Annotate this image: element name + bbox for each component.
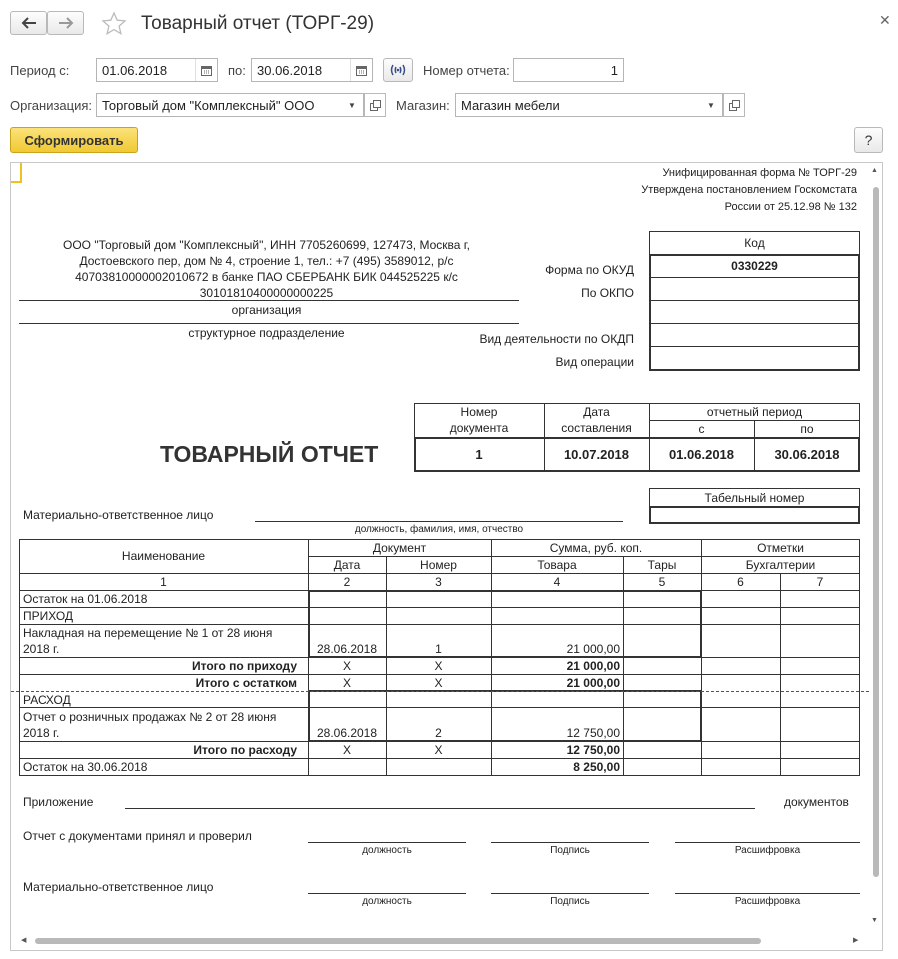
period-label: Период с: xyxy=(10,63,70,78)
okud-label: Форма по ОКУД xyxy=(545,263,634,277)
report-number-label: Номер отчета: xyxy=(423,63,510,78)
code-header: Код xyxy=(744,236,765,250)
appendix-label: Приложение xyxy=(23,795,94,809)
income-doc-line: 2018 г. xyxy=(23,642,60,656)
open-form-icon xyxy=(370,100,381,111)
doc-num-header: Номер xyxy=(460,405,498,419)
generate-button[interactable]: Сформировать xyxy=(10,127,138,153)
sig-signature-caption: Подпись xyxy=(550,896,590,907)
total-expense-label: Итого по расходу xyxy=(193,743,297,757)
expense-sum: 12 750,00 xyxy=(566,726,620,740)
col-goods-header: Товара xyxy=(537,558,577,572)
doc-date-header: составления xyxy=(561,421,632,435)
col-num: 5 xyxy=(658,575,666,589)
period-select-button[interactable] xyxy=(383,58,413,82)
org-label: Организация: xyxy=(10,98,93,113)
x-mark: Х xyxy=(342,743,351,757)
scroll-up-icon[interactable]: ▲ xyxy=(871,167,878,174)
total-with-balance-label: Итого с остатком xyxy=(195,676,297,690)
report-title: ТОВАРНЫЙ ОТЧЕТ xyxy=(160,441,379,467)
mol-caption: должность, фамилия, имя, отчество xyxy=(354,524,524,535)
okud-value: 0330229 xyxy=(731,259,778,273)
col-num: 6 xyxy=(737,575,744,589)
store-open-button[interactable] xyxy=(723,93,745,117)
period-to-value: 30.06.2018 xyxy=(774,447,840,462)
x-mark: Х xyxy=(342,676,351,690)
expense-doc-line: 2018 г. xyxy=(23,726,60,740)
closing-balance-label: Остаток на 30.06.2018 xyxy=(23,760,148,774)
open-form-icon xyxy=(729,100,740,111)
x-mark: Х xyxy=(434,659,443,673)
report-number-input[interactable]: 1 xyxy=(513,58,624,82)
store-label: Магазин: xyxy=(396,98,450,113)
operation-label: Вид операции xyxy=(555,355,634,369)
total-expense-sum: 12 750,00 xyxy=(566,743,620,757)
period-to-header: по xyxy=(800,422,814,436)
page-break-line xyxy=(11,691,869,692)
col-num: 3 xyxy=(435,575,442,589)
back-button[interactable] xyxy=(10,11,47,35)
period-to-label: по: xyxy=(228,63,246,78)
vertical-scrollbar[interactable] xyxy=(870,163,882,933)
expense-doc-line: Отчет о розничных продажах № 2 от 28 июня xyxy=(23,710,277,724)
col-number-header: Номер xyxy=(420,558,457,572)
horizontal-scrollbar[interactable] xyxy=(11,935,869,947)
chevron-down-icon[interactable]: ▼ xyxy=(348,100,356,110)
store-select[interactable]: Магазин мебели ▼ xyxy=(455,93,723,117)
org-details-line: 40703810000002010672 в банке ПАО СБЕРБАНК БИК 044525225 к/с xyxy=(75,270,458,284)
tabel-header: Табельный номер xyxy=(704,491,805,505)
organization-select[interactable]: Торговый дом "Комплексный" ООО ▼ xyxy=(96,93,364,117)
col-num: 1 xyxy=(160,575,167,589)
favorite-star-icon[interactable] xyxy=(101,11,127,39)
income-doc-line: Накладная на перемещение № 1 от 28 июня xyxy=(23,626,273,640)
col-document-header: Документ xyxy=(372,541,427,555)
org-details-line: Достоевского пер, дом № 4, строение 1, тел.: +7 (495) 3589012, р/с xyxy=(79,254,454,268)
period-from-header: с xyxy=(698,422,705,436)
close-icon[interactable]: ✕ xyxy=(879,12,891,28)
period-icon xyxy=(389,64,407,76)
period-from-value: 01.06.2018 xyxy=(668,447,735,462)
okdp-label: Вид деятельности по ОКДП xyxy=(479,332,634,346)
form-header-line: России от 25.12.98 № 132 xyxy=(724,201,857,213)
arrow-right-icon xyxy=(58,17,74,29)
income-sum: 21 000,00 xyxy=(566,642,620,656)
col-tara-header: Тары xyxy=(647,558,677,572)
col-num: 4 xyxy=(553,575,561,589)
expense-date: 28.06.2018 xyxy=(316,726,378,740)
doc-num-header: документа xyxy=(449,421,509,435)
scroll-left-icon[interactable]: ◀ xyxy=(21,937,27,944)
org-open-button[interactable] xyxy=(364,93,386,117)
org-details-line: 30101810400000000225 xyxy=(199,286,334,300)
col-name-header: Наименование xyxy=(121,549,206,563)
income-section-label: ПРИХОД xyxy=(23,609,74,623)
col-sum-header: Сумма, руб. коп. xyxy=(549,541,643,555)
period-from-input[interactable]: 01.06.2018 xyxy=(96,58,218,82)
sig-position-caption: должность xyxy=(362,896,412,907)
sig-decode-caption: Расшифровка xyxy=(734,896,801,907)
form-header-line: Утверждена постановлением Госкомстата xyxy=(641,184,857,196)
vertical-scroll-thumb[interactable] xyxy=(873,187,879,877)
col-marks-header: Отметки xyxy=(757,541,804,555)
period-to-input[interactable]: 30.06.2018 xyxy=(251,58,373,82)
mol-label: Материально-ответственное лицо xyxy=(23,508,214,522)
expense-section-label: РАСХОД xyxy=(23,693,71,707)
col-num: 7 xyxy=(816,575,824,589)
opening-balance-label: Остаток на 01.06.2018 xyxy=(23,592,148,606)
forward-button[interactable] xyxy=(47,11,84,35)
arrow-left-icon xyxy=(21,17,37,29)
x-mark: Х xyxy=(434,743,443,757)
sig-signature-caption: Подпись xyxy=(550,845,590,856)
calendar-icon[interactable] xyxy=(350,59,372,81)
okpo-label: По ОКПО xyxy=(581,286,634,300)
total-with-balance-sum: 21 000,00 xyxy=(566,676,620,690)
scroll-right-icon[interactable]: ▶ xyxy=(853,937,859,944)
org-caption: организация xyxy=(231,303,302,317)
doc-date-header: Дата xyxy=(583,405,610,419)
help-button[interactable]: ? xyxy=(854,127,883,153)
window-title: Товарный отчет (ТОРГ-29) xyxy=(141,13,375,34)
accepted-label: Отчет с документами принял и проверил xyxy=(23,829,252,843)
subdivision-caption: структурное подразделение xyxy=(188,326,345,340)
income-number: 1 xyxy=(435,642,442,656)
x-mark: Х xyxy=(342,659,351,673)
sig-decode-caption: Расшифровка xyxy=(734,845,801,856)
col-accounting-header: Бухгалтерии xyxy=(745,558,816,572)
calendar-icon[interactable] xyxy=(195,59,217,81)
total-income-label: Итого по приходу xyxy=(191,659,297,673)
col-date-header: Дата xyxy=(333,558,361,572)
income-date: 28.06.2018 xyxy=(316,642,378,656)
x-mark: Х xyxy=(434,676,443,690)
mol-footer-label: Материально-ответственное лицо xyxy=(23,880,214,894)
selected-cell-marker[interactable] xyxy=(11,163,22,183)
doc-number-value: 1 xyxy=(475,447,483,462)
chevron-down-icon[interactable]: ▼ xyxy=(707,100,715,110)
expense-number: 2 xyxy=(435,726,442,740)
scroll-down-icon[interactable]: ▼ xyxy=(871,917,878,924)
total-income-sum: 21 000,00 xyxy=(566,659,620,673)
horizontal-scroll-thumb[interactable] xyxy=(35,938,761,944)
documents-label: документов xyxy=(784,795,849,809)
col-num: 2 xyxy=(343,575,351,589)
form-header-line: Унифицированная форма № ТОРГ-29 xyxy=(662,167,857,179)
doc-date-value: 10.07.2018 xyxy=(563,447,630,462)
closing-balance-sum: 8 250,00 xyxy=(573,760,620,774)
period-header: отчетный период xyxy=(706,405,803,419)
sig-position-caption: должность xyxy=(362,845,412,856)
org-details-line: ООО "Торговый дом "Комплексный", ИНН 7705260699, 127473, Москва г, xyxy=(63,238,470,252)
